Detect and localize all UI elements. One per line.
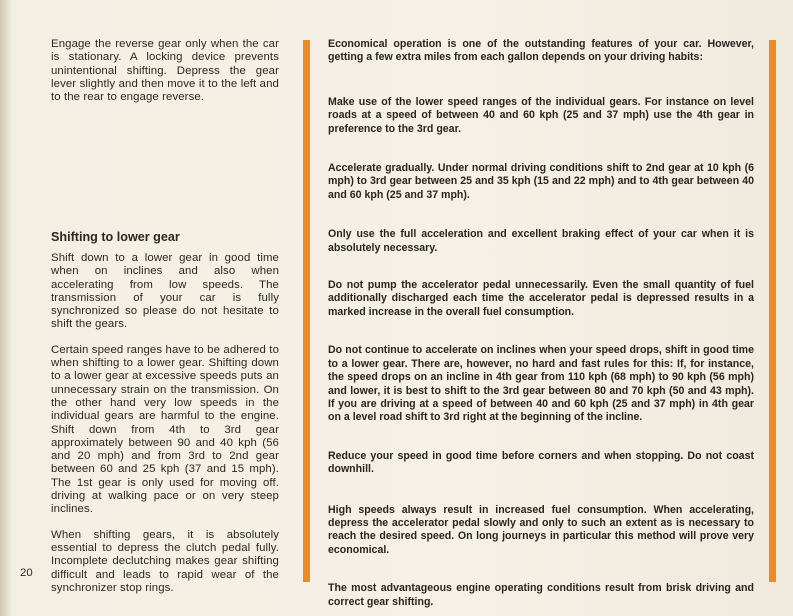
shifting-paragraph-1: Shift down to a lower gear in good time when on inclines and also when accelerating from low speeds. The transmission of your car is fully synchronized so please do not hesitate to shift the gears. bbox=[51, 252, 279, 331]
reverse-gear-section bbox=[51, 38, 279, 104]
page-number: 20 bbox=[20, 567, 33, 579]
economy-tip-8: High speeds always result in increased fuel consumption. When accelerating, depress the accelerator pedal slowly and only to such an extent as is necessary to reach the desired speed. On long journeys in particular this method will prove very economical. bbox=[328, 503, 754, 556]
economy-tip-7: Reduce your speed in good time before corners and when stopping. Do not coast downhill. bbox=[328, 449, 754, 476]
economy-tip-5: Do not pump the accelerator pedal unnecessarily. Even the small quantity of fuel additionally discharged each time the accelerator pedal is depressed results in a marked increase in the overall fuel consumption. bbox=[328, 279, 754, 318]
orange-bar-right bbox=[769, 40, 776, 582]
economy-tip-9: The most advantageous engine operating conditions result from brisk driving and correct gear shifting. bbox=[328, 582, 754, 608]
economy-tip-1: Economical operation is one of the outstanding features of your car. However, getting a few extra miles from each gallon depends on your driving habits: bbox=[328, 38, 754, 64]
shifting-paragraph-3: When shifting gears, it is absolutely essential to depress the clutch pedal fully. Incomplete declutching makes gear shifting difficult and leads to rapid wear of the synchronizer stop rings. bbox=[51, 528, 279, 594]
economy-tips-column bbox=[328, 38, 754, 609]
economy-tip-4: Only use the full acceleration and excellent braking effect of your car when it is absolutely necessary. bbox=[328, 228, 754, 254]
economy-tip-2: Make use of the lower speed ranges of the individual gears. For instance on level roads at a speed of between 40 and 60 kph (25 and 37 mph) use the 4th gear in preference to the 3rd gear. bbox=[328, 95, 754, 135]
economy-tip-3: Accelerate gradually. Under normal driving conditions shift to 2nd gear at 10 kph (6 mph) to 3rd gear between 25 and 35 kph (15 and 22 mph) and to 4th gear between 40 and 60 kph (25 and 37 mph). bbox=[328, 162, 754, 201]
section-heading: Shifting to lower gear bbox=[51, 230, 180, 244]
reverse-gear-paragraph: Engage the reverse gear only when the car is stationary. A locking device prevents unintentional shifting. Depress the gear lever slightly and then move it to the left and to the rear to engage reverse. bbox=[51, 38, 279, 104]
shifting-paragraph-2: Certain speed ranges have to be adhered to when shifting to a lower gear. Shifting down to a lower gear at excessive speeds puts an unnecessary strain on the transmission. On the other hand very low speeds in the individual gears are harmful to the engine. Shift down from 4th to 3rd gear approximately between 90 and 40 kph (56 and 20 mph) and from 3rd to 2nd gear between 60 and 25 kph (37 and 15 mph). The 1st gear is only used for moving off. driving at walking pace or on very steep inclines. bbox=[51, 343, 279, 516]
orange-bar-left bbox=[303, 40, 310, 582]
shifting-section-body bbox=[51, 252, 279, 607]
page-spine-shadow bbox=[0, 0, 10, 616]
economy-tip-6: Do not continue to accelerate on inclines when your speed drops, shift in good time to a lower gear. There are, however, no hard and fast rules for this: If, for instance, the speed drops on an incline in 4th gear from 110 kph (68 mph) to 90 kph (56 mph) and lower, it is best to shift to the 3rd gear between 80 and 70 kph (50 and 43 mph). If you are driving at a speed of between 40 and 60 kph (25 and 37 mph) in 4th gear on a level road shift to 3rd right at the beginning of the incline. bbox=[328, 344, 754, 424]
